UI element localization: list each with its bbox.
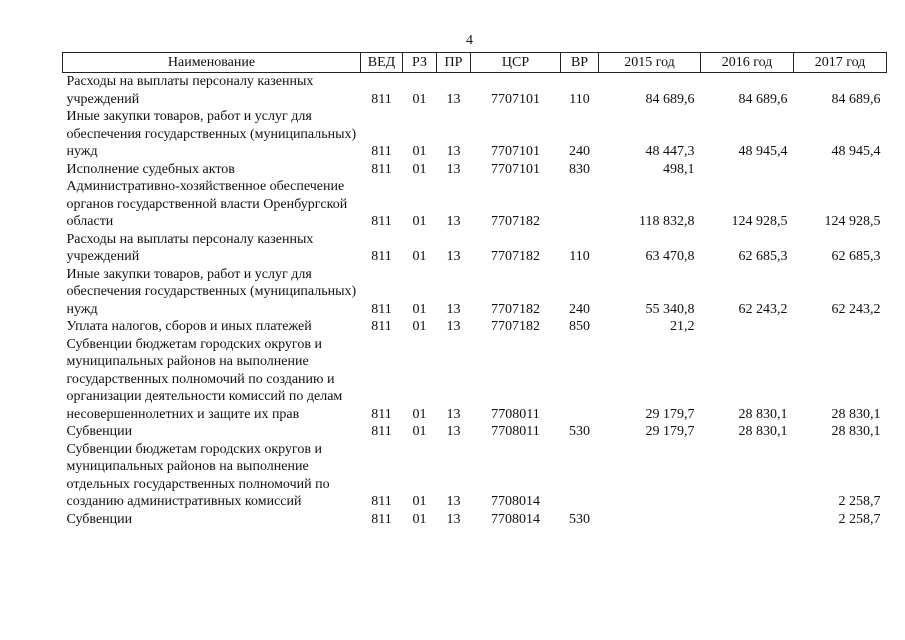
row-amount-2017: 62 685,3	[831, 249, 881, 264]
row-amount-2016	[701, 511, 794, 529]
row-rz: 01	[412, 91, 427, 107]
row-amount-2015	[599, 441, 701, 511]
row-pr: 13	[446, 144, 461, 159]
row-amount-2016: 124 928,5	[731, 214, 788, 229]
column-header-rz: РЗ	[403, 53, 437, 73]
row-amount-2016	[701, 318, 794, 336]
row-amount-2017: 62 243,2	[831, 301, 881, 317]
table-row	[63, 423, 887, 441]
row-amount-2015: 118 832,8	[639, 214, 695, 229]
column-header-pr: ПР	[437, 53, 471, 73]
row-amount-2016: 62 243,2	[738, 301, 788, 317]
row-amount-2016: 28 830,1	[738, 406, 788, 422]
row-amount-2017: 124 928,5	[824, 214, 881, 229]
row-amount-2017	[794, 318, 887, 336]
row-rz: 01	[412, 249, 427, 264]
row-amount-2016	[701, 161, 794, 179]
row-amount-2017: 48 945,4	[831, 144, 881, 159]
column-header-csr: ЦСР	[471, 53, 561, 73]
row-name: Субвенции бюджетам городских округов и муниципальных районов на выполнение государственных полномочий по созданию и организации деятельности комиссий по делам несовершеннолетних и защите их прав	[66, 336, 343, 422]
row-vr: 110	[569, 249, 590, 264]
row-rz: 01	[412, 161, 427, 177]
row-ved: 811	[371, 249, 392, 264]
row-vr: 240	[569, 144, 590, 159]
row-amount-2015	[599, 511, 701, 529]
row-ved: 811	[371, 511, 392, 527]
row-ved: 811	[371, 301, 392, 317]
table-row	[63, 336, 887, 424]
row-csr: 7708014	[491, 494, 540, 509]
table-row	[63, 441, 887, 511]
row-csr: 7708014	[491, 511, 540, 527]
row-csr: 7707101	[491, 144, 540, 159]
row-amount-2016: 48 945,4	[738, 144, 788, 159]
row-rz: 01	[412, 494, 427, 509]
row-vr	[561, 441, 599, 511]
table-row	[63, 108, 887, 161]
row-amount-2015: 498,1	[663, 161, 695, 177]
row-rz: 01	[412, 511, 427, 527]
row-ved: 811	[371, 494, 392, 509]
row-csr: 7707101	[491, 161, 540, 177]
row-pr: 13	[446, 406, 461, 422]
row-name: Расходы на выплаты персоналу казенных учреждений	[66, 74, 314, 107]
row-vr: 830	[569, 161, 590, 177]
row-vr: 110	[569, 91, 590, 107]
table-row	[63, 178, 887, 231]
table-row	[63, 231, 887, 266]
page-number: 4	[466, 33, 473, 48]
row-ved: 811	[371, 424, 392, 439]
row-amount-2015: 63 470,8	[645, 249, 695, 264]
row-vr	[561, 178, 599, 231]
row-vr: 530	[569, 511, 590, 527]
row-amount-2016: 62 685,3	[738, 249, 788, 264]
column-header-ved: ВЕД	[361, 53, 403, 73]
row-csr: 7707182	[491, 301, 540, 317]
row-vr: 240	[569, 301, 590, 317]
row-vr	[561, 336, 599, 424]
row-pr: 13	[446, 319, 461, 334]
row-amount-2016: 84 689,6	[738, 91, 788, 107]
row-name: Административно-хозяйственное обеспечение органов государственной власти Оренбургской области	[66, 179, 348, 229]
table-row	[63, 318, 887, 336]
row-pr: 13	[446, 161, 461, 177]
row-rz: 01	[412, 319, 427, 334]
row-csr: 7707182	[491, 249, 540, 264]
row-csr: 7707182	[491, 214, 540, 229]
row-pr: 13	[446, 424, 461, 439]
row-name: Субвенции	[66, 511, 133, 527]
table-row	[63, 161, 887, 179]
row-name: Иные закупки товаров, работ и услуг для обеспечения государственных (муниципальных) нужд	[66, 109, 357, 159]
row-rz: 01	[412, 144, 427, 159]
row-csr: 7707101	[491, 91, 540, 107]
table-row	[63, 511, 887, 529]
row-csr: 7708011	[491, 424, 540, 439]
row-amount-2015: 29 179,7	[645, 424, 695, 439]
row-rz: 01	[412, 424, 427, 439]
row-pr: 13	[446, 249, 461, 264]
budget-table	[62, 52, 887, 528]
column-header-name: Наименование	[63, 53, 361, 73]
row-amount-2017: 2 258,7	[838, 511, 881, 527]
row-name: Субвенции	[66, 424, 133, 439]
row-vr: 850	[569, 319, 590, 334]
column-header-vr: ВР	[561, 53, 599, 73]
column-header-2017: 2017 год	[794, 53, 887, 73]
row-pr: 13	[446, 91, 461, 107]
row-csr: 7707182	[491, 319, 540, 334]
row-amount-2016	[701, 441, 794, 511]
row-amount-2015: 55 340,8	[645, 301, 695, 317]
row-rz: 01	[412, 301, 427, 317]
row-pr: 13	[446, 301, 461, 317]
row-name: Уплата налогов, сборов и иных платежей	[66, 319, 312, 334]
row-name: Иные закупки товаров, работ и услуг для обеспечения государственных (муниципальных) нужд	[66, 266, 357, 317]
row-amount-2017: 2 258,7	[838, 494, 881, 509]
row-pr: 13	[446, 511, 461, 527]
row-name: Субвенции бюджетам городских округов и муниципальных районов на выполнение отдельных государственных полномочий по созданию административных комиссий	[66, 441, 330, 509]
row-csr: 7708011	[491, 406, 540, 422]
row-amount-2015: 48 447,3	[645, 144, 695, 159]
row-ved: 811	[371, 406, 392, 422]
row-amount-2017: 84 689,6	[831, 91, 881, 107]
row-pr: 13	[446, 494, 461, 509]
row-vr: 530	[569, 424, 590, 439]
row-rz: 01	[412, 214, 427, 229]
row-ved: 811	[371, 144, 392, 159]
row-amount-2017	[794, 161, 887, 179]
row-amount-2015: 29 179,7	[645, 406, 695, 422]
table-row	[63, 266, 887, 319]
row-amount-2015: 21,2	[670, 319, 695, 334]
column-header-2015: 2015 год	[599, 53, 701, 73]
row-name: Расходы на выплаты персоналу казенных учреждений	[66, 231, 314, 264]
row-name: Исполнение судебных актов	[66, 161, 235, 177]
row-ved: 811	[371, 214, 392, 229]
row-rz: 01	[412, 406, 427, 422]
row-amount-2015: 84 689,6	[645, 91, 695, 107]
row-pr: 13	[446, 214, 461, 229]
row-ved: 811	[371, 91, 392, 107]
row-amount-2017: 28 830,1	[831, 406, 881, 422]
table-row	[63, 73, 887, 109]
column-header-2016: 2016 год	[701, 53, 794, 73]
row-amount-2016: 28 830,1	[738, 424, 788, 439]
row-ved: 811	[371, 161, 392, 177]
row-amount-2017: 28 830,1	[831, 424, 881, 439]
table-header-row	[63, 53, 887, 73]
row-ved: 811	[371, 319, 392, 334]
table-body	[63, 73, 887, 529]
